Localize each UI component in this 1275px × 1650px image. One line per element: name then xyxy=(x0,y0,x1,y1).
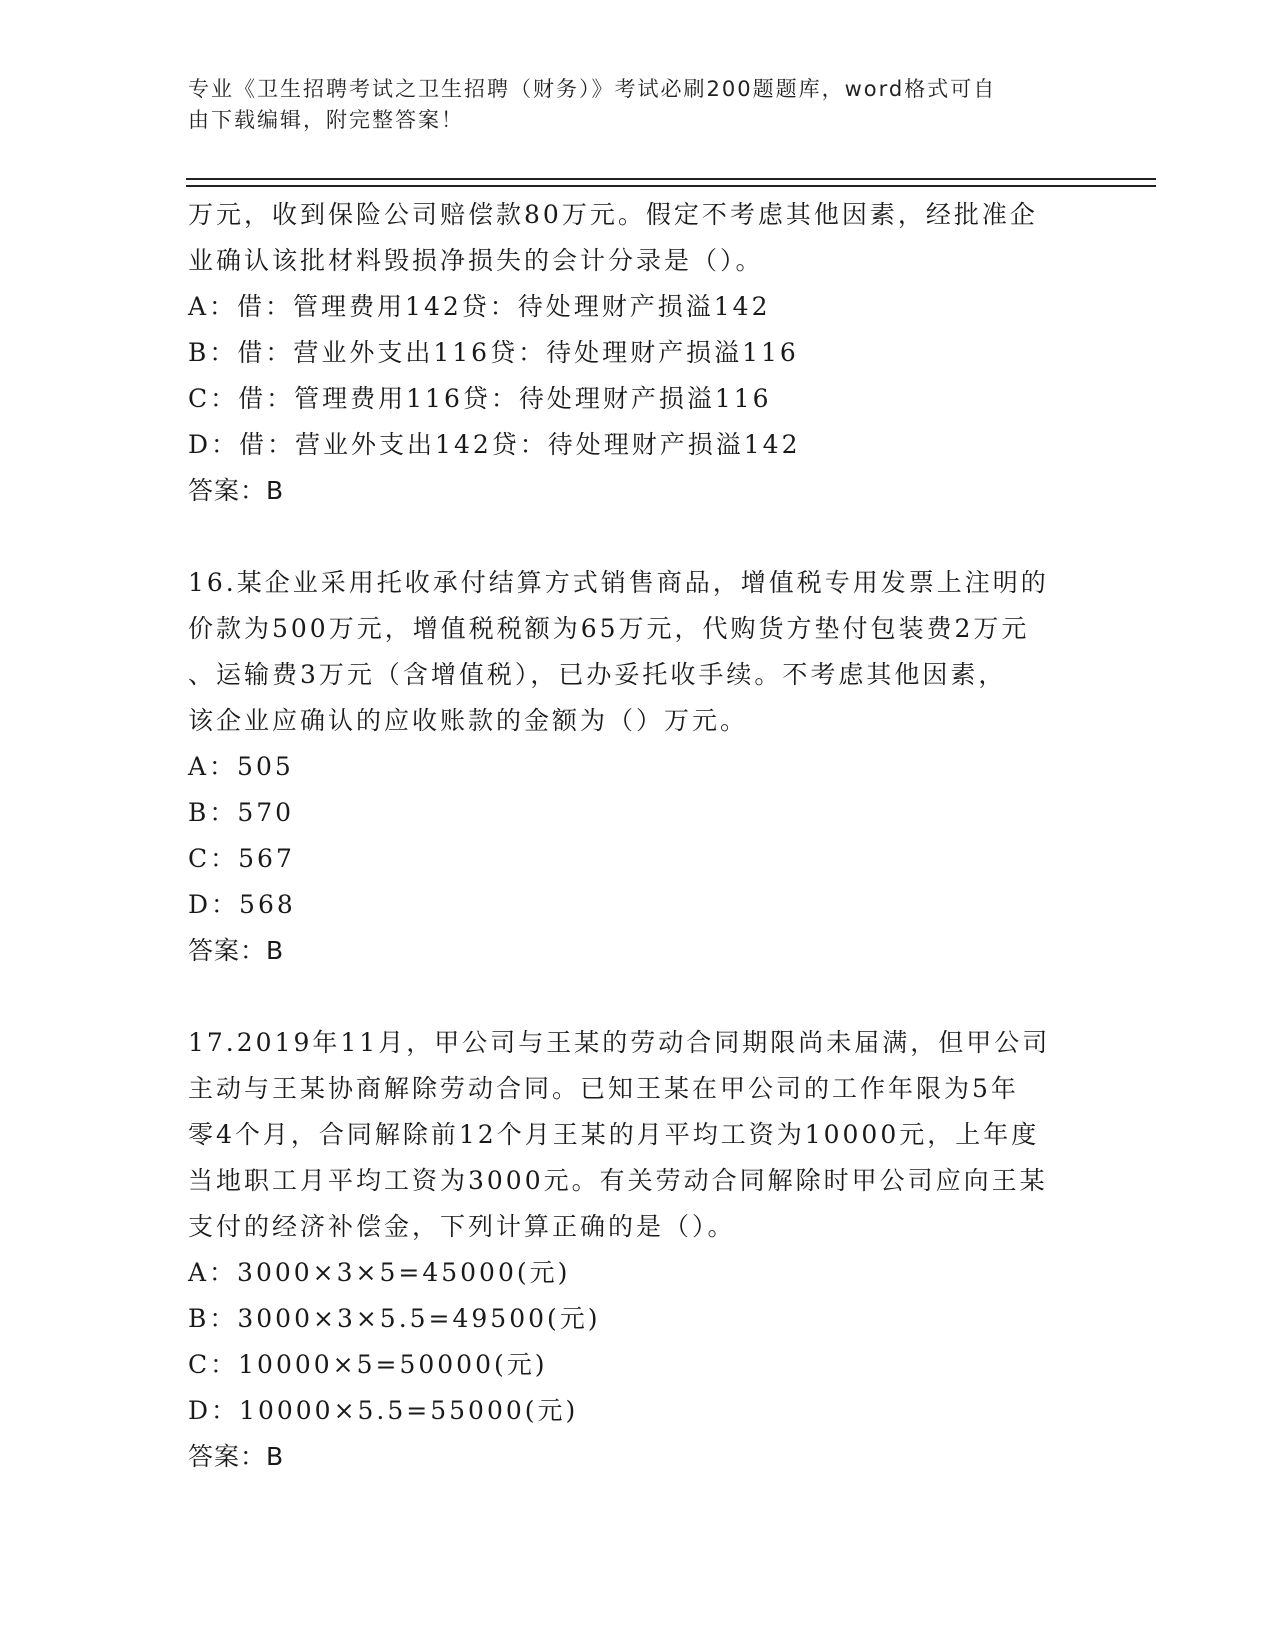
question-stem-line: 16.某企业采用托收承付结算方式销售商品，增值税专用发票上注明的 xyxy=(188,568,1049,597)
document-header xyxy=(188,74,1068,136)
question-17 xyxy=(188,1020,1108,1480)
spacer xyxy=(188,514,1108,560)
question-stem-line: 支付的经济补偿金，下列计算正确的是（）。 xyxy=(188,1212,736,1241)
option-c: C：10000×5=50000(元) xyxy=(188,1350,548,1379)
answer-line: 答案：B xyxy=(188,936,285,965)
question-16 xyxy=(188,560,1108,974)
option-a: A：3000×3×5=45000(元) xyxy=(188,1258,571,1287)
option-d: D：10000×5.5=55000(元) xyxy=(188,1396,579,1425)
option-a: A：505 xyxy=(188,752,294,781)
question-stem-line: 该企业应确认的应收账款的金额为（）万元。 xyxy=(188,706,749,735)
header-divider-top xyxy=(186,178,1156,180)
option-c: C：567 xyxy=(188,844,295,873)
question-stem-line: 零4个月，合同解除前12个月王某的月平均工资为10000元，上年度 xyxy=(188,1120,1040,1149)
question-stem-line: 、运输费3万元（含增值税），已办妥托收手续。不考虑其他因素， xyxy=(188,660,1007,689)
question-stem-line: 主动与王某协商解除劳动合同。已知王某在甲公司的工作年限为5年 xyxy=(188,1074,1019,1103)
option-b: B：570 xyxy=(188,798,295,827)
header-divider-bottom xyxy=(186,185,1156,187)
spacer xyxy=(188,974,1108,1020)
option-d: D：借：营业外支出142贷：待处理财产损溢142 xyxy=(188,430,801,459)
option-b: B：借：营业外支出116贷：待处理财产损溢116 xyxy=(188,338,799,367)
option-b: B：3000×3×5.5=49500(元) xyxy=(188,1304,601,1333)
header-line-2: 由下载编辑，附完整答案！ xyxy=(188,108,464,132)
answer-line: 答案：B xyxy=(188,1442,285,1471)
answer-line: 答案：B xyxy=(188,476,285,505)
question-stem-line: 价款为500万元，增值税税额为65万元，代购货方垫付包装费2万元 xyxy=(188,614,1030,643)
option-a: A：借：管理费用142贷：待处理财产损溢142 xyxy=(188,292,771,321)
option-c: C：借：管理费用116贷：待处理财产损溢116 xyxy=(188,384,772,413)
question-stem-line: 万元，收到保险公司赔偿款80万元。假定不考虑其他因素，经批准企 xyxy=(188,200,1038,229)
question-list xyxy=(188,192,1108,1480)
question-stem-line: 当地职工月平均工资为3000元。有关劳动合同解除时甲公司应向王某 xyxy=(188,1166,1048,1195)
question-15 xyxy=(188,192,1108,514)
option-d: D：568 xyxy=(188,890,296,919)
header-line-1: 专业《卫生招聘考试之卫生招聘（财务）》考试必刷200题题库，word格式可自 xyxy=(188,77,997,101)
question-stem-line: 17.2019年11月，甲公司与王某的劳动合同期限尚未届满，但甲公司 xyxy=(188,1028,1051,1057)
question-stem-line: 业确认该批材料毁损净损失的会计分录是（）。 xyxy=(188,246,764,275)
